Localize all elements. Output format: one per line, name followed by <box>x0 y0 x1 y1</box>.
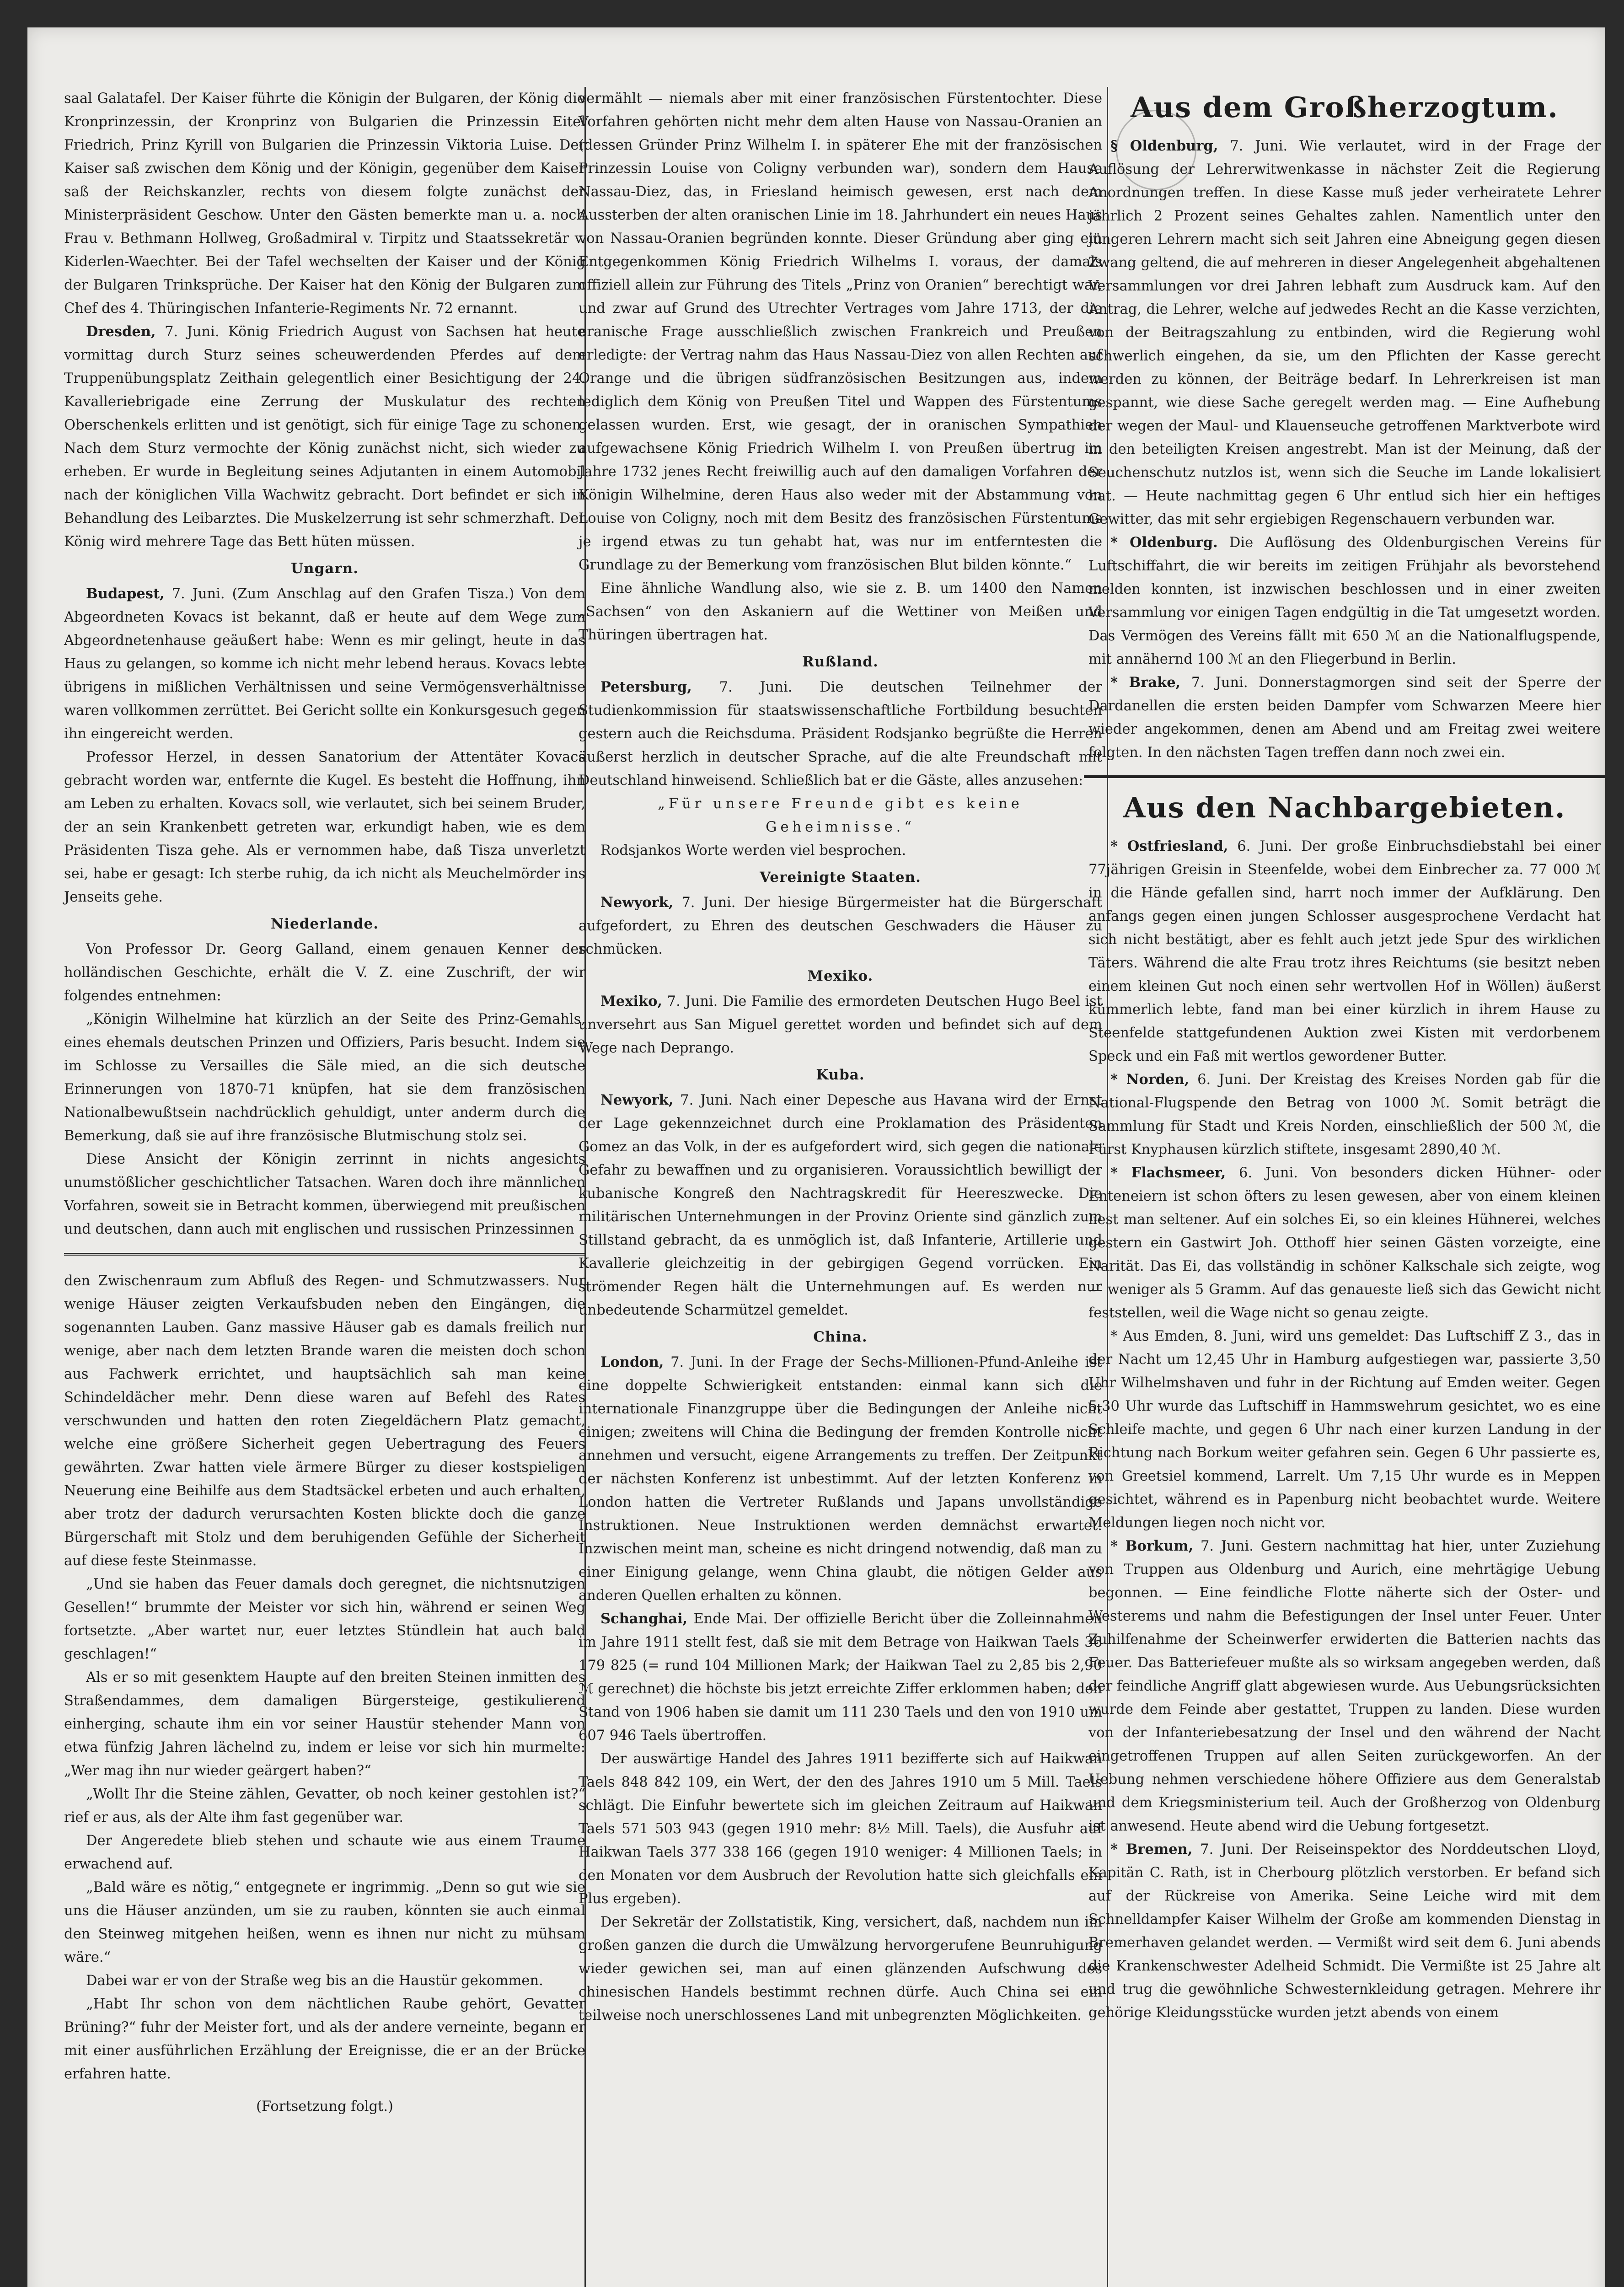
article-budapest <box>64 582 585 746</box>
article-galland-quote: „Königin Wilhelmine hat kürzlich an der Seite des Prinz-Gemahls, eines ehemals deutschen Prinzen und Offiziers, Paris besucht. Indem sie im Schlosse zu Versailles die Säle mied, an die sich deutsche Erinnerungen von 1870-71 knüpfen, hat sie dem französischen Nationalbewußtsein nachdrücklich gehuldigt, unter anderm durch die Bemerkung, daß sie auf ihre französische Blutmischung stolz sei. <box>64 1011 585 1144</box>
article-newyork-1 <box>579 891 1102 961</box>
feuilleton-paragraph: „Habt Ihr schon von dem nächtlichen Raube gehört, Gevatter Brüning?“ fuhr der Meister fort, und als der andere verneinte, begann er mit einer ausführlichen Erzählung der Ereignisse, die er an der Brücke erfahren hatte. <box>64 1996 585 2082</box>
dateline-london: London, <box>600 1354 664 1370</box>
article-emden: * Aus Emden, 8. Juni, wird uns gemeldet: Das Luftschiff Z 3., das in der Nacht um 12,45 Uhr in Hamburg aufgestiegen war, passierte 3,50 Uhr Wilhelmshaven und fuhr in der Richtung auf Emden weiter. Gegen 5,30 Uhr wurde das Luftschiff in Hammswehrum gesichtet, wo es eine Schleife machte, und gegen 6 Uhr nach einer kurzen Landung in der Richtung nach Borkum weiter gefahren sein. Gegen 6 Uhr passierte es, von Greetsiel kommend, Larrelt. Um 7,15 Uhr wurde es in Meppen gesichtet, während es in Papenburg nicht beobachtet wurde. Weitere Meldungen liegen noch nicht vor. <box>1088 1328 1601 1531</box>
article-oldenburg-1 <box>1088 134 1601 531</box>
article-galland-intro: Von Professor Dr. Georg Galland, einem genauen Kenner der holländischen Geschichte, erhält die V. Z. eine Zuschrift, der wir folgendes entnehmen: <box>64 941 585 1004</box>
article-flachsmeer <box>1088 1161 1601 1325</box>
article-bulgaria-visit: saal Galatafel. Der Kaiser führte die Königin der Bulgaren, der König die Kronprinzessin, der Kronprinz von Bulgarien die Prinzessin Eitel Friedrich, Prinz Kyrill von Bulgarien die Prinzessin Viktoria Luise. Der Kaiser saß zwischen dem König und der Königin, gegenüber dem Kaiser saß der Reichskanzler, rechts von diesem folgte zunächst der Ministerpräsident Geschow. Unter den Gästen bemerkte man u. a. noch Frau v. Bethmann Hollweg, Großadmiral v. Tirpitz und Staatssekretär v. Kiderlen-Waechter. Bei der Tafel wechselten der Kaiser und der König der Bulgaren Trinksprüche. Der Kaiser hat den König der Bulgaren zum Chef des 4. Thüringischen Infanterie-Regiments Nr. 72 ernannt. <box>64 91 585 317</box>
article-borkum <box>1088 1535 1601 1838</box>
text-newyork: 7. Juni. Der hiesige Bürgermeister hat die Bürgerschaft aufgefordert, zu Ehren des deutschen Geschwaders die Häuser zu schmücken. <box>579 895 1102 957</box>
dateline-newyork: Newyork, <box>600 1092 674 1108</box>
article-nassau: vermählt — niemals aber mit einer französischen Fürstentochter. Diese Vorfahren gehörten nicht mehr dem alten Hause von Nassau-Oranien an (dessen Gründer Prinz Wilhelm I. in späterer Ehe mit der französischen Prinzessin Louise von Coligny verbunden war), sondern dem Hause Nassau-Diez, das, in Friesland heimisch gewesen, erst nach dem Aussterben der alten oranischen Linie im 18. Jahrhundert ein neues Haus von Nassau-Oranien begründen konnte. Dieser Gründung aber ging ein Entgegenkommen König Friedrich Wilhelms I. voraus, der damals offiziell allein zur Führung des Titels „Prinz von Oranien“ berechtigt war, und zwar auf Grund des Utrechter Vertrages vom Jahre 1713, der die oranische Frage ausschließlich zwischen Frankreich und Preußen erledigte: der Vertrag nahm das Haus Nassau-Diez von allen Rechten auf Orange und die übrigen südfranzösischen Besitzungen aus, indem lediglich dem König von Preußen Titel und Wappen des Fürstentums gelassen wurden. Erst, wie gesagt, der in oranischen Sympathien aufgewachsene König Friedrich Wilhelm I. von Preußen übertrug im Jahre 1732 jenes Recht freiwillig auch auf den damaligen Vorfahren der Königin Wilhelmine, deren Haus also weder mit der Abstammung von Louise von Coligny, noch mit dem Besitz des französischen Fürstentums je irgend etwas zu tun gehabt hat, was nur im entferntesten die Grundlage zu der Bemerkung vom französischen Blut bilden könnte.“ <box>579 91 1102 573</box>
text-bremen: 7. Juni. Der Reiseinspektor des Norddeutschen Lloyd, Kapitän C. Rath, ist in Cherbourg plötzlich verstorben. Er befand sich auf der Rückreise von Amerika. Seine Leiche wird mit dem Schnelldampfer Kaiser Wilhelm der Große am kommenden Dienstag in Bremerhaven gelandet werden. — Vermißt wird seit dem 6. Juni abends die Krankenschwester Adelheid Schmidt. Die Vermißte ist 25 Jahre alt und trug die gewöhnliche Schwesternkleidung getragen. Mehrere ihr gehörige Kleidungsstücke wurden jetzt abends von einem <box>1088 1841 1601 2021</box>
feuilleton-paragraph: den Zwischenraum zum Abfluß des Regen- und Schmutzwassers. Nur wenige Häuser zeigten Verkaufsbuden neben den Eingängen, die sogenannten Lauben. Ganz massive Häuser gab es damals freilich nur wenige, aber nach dem letzten Brande waren die meisten doch schon aus Fachwerk errichtet, und hauptsächlich sah man keine Schindeldächer mehr. Denn diese waren auf Befehl des Rates verschwunden und hatten den roten Ziegeldächern Platz gemacht, welche eine größere Sicherheit gegen Uebertragung des Feuers gewährten. Zwar hatten viele ärmere Bürger zu dieser kostspieligen Neuerung eine Beihilfe aus dem Stadtsäckel erbeten und auch erhalten, aber trotz der dadurch verursachten Kosten blickte doch die ganze Bürgerschaft mit Stolz und dem beruhigenden Gefühle der Sicherheit auf diese feste Steinmasse. <box>64 1273 585 1569</box>
dateline-budapest: Budapest, <box>86 585 165 602</box>
quote-line: Geheimnisse.“ <box>766 819 915 835</box>
dateline-norden: * Norden, <box>1110 1071 1190 1088</box>
dateline-schanghai: Schanghai, <box>600 1611 688 1627</box>
text-oldenburg: 7. Juni. Wie verlautet, wird in der Frage der Auflösung der Lehrerwitwenkasse in nächster Zeit die Regierung Anordnungen treffen. In diese Kasse muß jeder verheiratete Lehrer jährlich 2 Prozent seines Gehaltes zahlen. Namentlich unter den jüngeren Lehrern macht sich seit Jahren eine Abneigung gegen diesen Zwang geltend, die auf mehreren in dieser Angelegenheit abgehaltenen Versammlungen vor drei Jahren lebhaft zum Ausdruck kam. Auf den Antrag, die Lehrer, welche auf jedwedes Recht an die Kasse verzichten, von der Beitragszahlung zu entbinden, wird die Regierung wohl schwerlich eingehen, da sie, um den Pflichten der Kasse gerecht werden zu können, der Beiträge bedarf. In Lehrerkreisen ist man gespannt, wie diese Sache geregelt werden mag. — Eine Aufhebung der wegen der Maul- und Klauenseuche getroffenen Marktverbote wird in den beteiligten Kreisen angestrebt. Man ist der Meinung, daß der Seuchenschutz nutzlos ist, wenn sich die Seuche im Lande lokalisiert hat. — Heute nachmittag gegen 6 Uhr entlud sich hier ein heftiges Gewitter, das mit sehr ergiebigen Regenschauern verbunden war. <box>1088 138 1601 527</box>
quote-line: „Für unsere Freunde gibt es keine <box>658 796 1023 812</box>
heading-vereinigte-staaten: Vereinigte Staaten. <box>760 869 921 886</box>
section-heading-nachbargebiete: Aus den Nachbargebieten. <box>1123 791 1566 824</box>
text-mexiko: 7. Juni. Die Familie des ermordeten Deutschen Hugo Beel ist unversehrt aus San Miguel gerettet worden und befindet sich auf dem Wege nach Deprango. <box>579 993 1102 1056</box>
dateline-brake: * Brake, <box>1110 674 1181 691</box>
dateline-flachsmeer: * Flachsmeer, <box>1110 1165 1226 1181</box>
heading-niederlande: Niederlande. <box>270 916 379 932</box>
dateline-dresden: Dresden, <box>86 323 156 340</box>
article-oldenburg-2 <box>1088 531 1601 671</box>
article-dresden <box>64 320 585 553</box>
column-3 <box>1088 87 1601 2024</box>
article-schanghai <box>579 1607 1102 1747</box>
article-rodsjanko: Rodsjankos Worte werden viel besprochen. <box>600 843 906 859</box>
text-london: 7. Juni. In der Frage der Sechs-Millionen-Pfund-Anleihe ist eine doppelte Schwierigkeit entstanden: einmal kann sich die internationale Finanzgruppe über die Bedingungen der Anleihe nicht einigen; zweitens will China die Bedingung der fremden Kontrolle nicht annehmen und versucht, eigene Arrangements zu treffen. Der Zeitpunkt der nächsten Konferenz ist unbestimmt. Auf der letzten Konferenz in London hatten die Vertreter Rußlands und Japans unvollständige Instruktionen. Neue Instruktionen werden demnächst erwartet. Inzwischen meint man, scheine es nicht dringend notwendig, daß man zu einer Einigung gelange, wenn China glaubt, die nötigen Gelder aus anderen Quellen erhalten zu können. <box>579 1354 1102 1604</box>
article-petersburg <box>579 676 1102 792</box>
article-galland-body: Diese Ansicht der Königin zerrinnt in nichts angesichts unumstößlicher geschichtlicher Tatsachen. Waren doch ihre männlichen Vorfahren, soweit sie in Betracht kommen, überwiegend mit preußischen und deutschen, dann auch mit englischen und russischen Prinzessinnen <box>64 1151 585 1237</box>
section-heading-grossherzogtum: Aus dem Großherzogtum. <box>1131 91 1559 124</box>
continuation-note: (Fortsetzung folgt.) <box>256 2099 393 2115</box>
feuilleton-paragraph: „Wollt Ihr die Steine zählen, Gevatter, ob noch keiner gestohlen ist?“ rief er aus, als der Alte ihm fast gegenüber war. <box>64 1786 585 1825</box>
feuilleton-divider <box>64 1253 585 1256</box>
feuilleton-paragraph: Der Angeredete blieb stehen und schaute wie aus einem Traume erwachend auf. <box>64 1833 585 1872</box>
heading-kuba: Kuba. <box>816 1067 865 1083</box>
heading-mexiko: Mexiko. <box>807 968 874 984</box>
dateline-borkum: * Borkum, <box>1110 1538 1194 1554</box>
text-flachsmeer: 6. Juni. Von besonders dicken Hühner- oder Enteneiern ist schon öfters zu lesen gewesen, aber von einem kleinen liest man seltener. Auf ein solches Ei, so ein kleines Hühnerei, welches gestern ein Gastwirt Joh. Otthoff hier seinen Gästen vorzeigte, eine Narität. Das Ei, das vollständig in schöner Kalkschale sich zeigte, wog — weniger als 5 Gramm. Auf das genaueste ließ sich das Gewicht nicht feststellen, weil die Wage nicht so genau zeigte. <box>1088 1165 1601 1321</box>
text-dresden: 7. Juni. König Friedrich August von Sachsen hat heute vormittag durch Sturz seines scheuwerdenden Pferdes auf dem Truppenübungsplatz Zeithain gelegentlich einer Besichtigung der 24. Kavalleriebrigade eine Zerrung der Muskulatur des rechten Oberschenkels erlitten und ist genötigt, sich für einige Tage zu schonen. Nach dem Sturz vermochte der König zunächst nicht, sich wieder zu erheben. Er wurde in Begleitung seines Adjutanten in einem Automobil nach der königlichen Villa Wachwitz gebracht. Dort befindet er sich in Behandlung des Leibarztes. Die Muskelzerrung ist sehr schmerzhaft. Der König wird mehrere Tage das Bett hüten müssen. <box>64 324 585 550</box>
text-brake: 7. Juni. Donnerstagmorgen sind seit der Sperre der Dardanellen die ersten beiden Dampfer vom Schwarzen Meere hier wieder angekommen, denen am Abend und am Freitag zwei weitere folgten. In den nächsten Tagen treffen dann noch zwei ein. <box>1088 675 1601 761</box>
feuilleton-paragraph: Als er so mit gesenktem Haupte auf den breiten Steinen inmitten des Straßendammes, dem damaligen Bürgersteige, gestikulierend einherging, schaute ihm ein vor seiner Haustür stehender Mann von etwa fünfzig Jahren lächelnd zu, indem er leise vor sich hin murmelte: „Wer mag ihn nur wieder geärgert haben?“ <box>64 1670 585 1779</box>
heading-ungarn: Ungarn. <box>291 560 359 577</box>
heading-china: China. <box>813 1329 868 1345</box>
dateline-newyork: Newyork, <box>600 894 674 911</box>
text-budapest: 7. Juni. (Zum Anschlag auf den Grafen Tisza.) Von dem Abgeordneten Kovacs ist bekannt, daß er heute auf dem Wege zum Abgeordnetenhause geäußert habe: Wenn es mir gelingt, heute in das Haus zu gelangen, so komme ich nicht mehr lebend heraus. Kovacs lebte übrigens in mißlichen Verhältnissen und seine Vermögensverhältnisse waren vollkommen zerrüttet. Bei Gericht sollte ein Konkursgesuch gegen ihn eingereicht werden. <box>64 586 585 742</box>
dateline-bremen: * Bremen, <box>1110 1841 1193 1858</box>
article-zollstatistik: Der Sekretär der Zollstatistik, King, versichert, daß, nachdem nun im großen ganzen die durch die Umwälzung hervorgerufene Beunruhigung wieder gewichen sei, man auf einen glänzenden Aufschwung des chinesischen Handels bestimmt rechnen dürfe. Auch China sei ein teilweise noch unerschlossenes Land mit unbegrenzten Möglichkeiten. <box>579 1914 1102 2024</box>
heading-russland: Rußland. <box>802 654 879 670</box>
article-herzel: Professor Herzel, in dessen Sanatorium der Attentäter Kovacs gebracht worden war, entfernte die Kugel. Es besteht die Hoffnung, ihn am Leben zu erhalten. Kovacs soll, wie verlautet, sich bei seinem Bruder, der an sein Krankenbett getreten war, erkundigt haben, wie es dem Präsidenten Tisza gehe. Als er vernommen habe, daß Tisza unverletzt sei, habe er gesagt: Ich sterbe ruhig, da ich nicht als Meuchelmörder ins Jenseits gehe. <box>64 749 585 905</box>
dateline-ostfriesland: * Ostfriesland, <box>1110 838 1228 854</box>
article-newyork-2 <box>579 1089 1102 1322</box>
article-ostfriesland <box>1088 835 1601 1068</box>
text-norden: 6. Juni. Der Kreistag des Kreises Norden gab für die National-Flugspende den Betrag von 1000 ℳ. Somit beträgt die Sammlung für Stadt und Kreis Norden, einschließlich der 500 ℳ, die Fürst Knyphausen kürzlich stiftete, insgesamt 2890,40 ℳ. <box>1088 1072 1601 1158</box>
text-petersburg: 7. Juni. Die deutschen Teilnehmer der Studienkommission für staatswissenschaftliche Fortbildung besuchten gestern auch die Reichsduma. Präsident Rodsjanko begrüßte die Herren äußerst herzlich in deutscher Sprache, auf die alte Freundschaft mit Deutschland hinweisend. Schließlich bat er die Gäste, alles anzusehen: <box>579 679 1102 789</box>
text-luftschiffahrt: Die Auflösung des Oldenburgischen Vereins für Luftschiffahrt, die wir bereits im zeitigen Frühjahr als bevorstehend melden konnten, ist inzwischen beschlossen und in einer zweiten Versammlung vor einigen Tagen endgültig in die Tat umgesetzt worden. Das Vermögen des Vereins fällt mit 650 ℳ an die Nationalflugspende, mit annähernd 100 ℳ an den Fliegerbund in Berlin. <box>1088 535 1601 667</box>
article-bremen <box>1088 1838 1601 2024</box>
article-mexiko <box>579 990 1102 1060</box>
text-havana: 7. Juni. Nach einer Depesche aus Havana wird der Ernst der Lage gekennzeichnet durch eine Proklamation des Präsidenten Gomez an das Volk, in der es aufgefordert wird, sich gegen die nationale Gefahr zu bewaffnen und zu organisieren. Voraussichtlich bewilligt der kubanische Kongreß den Nachtragskredit für Heereszwecke. Die militärischen Unternehmungen in der Provinz Oriente sind gänzlich zum Stillstand gebracht, da es unmöglich ist, daß Infanterie, Artillerie und Kavallerie gleichzeitig in der gebirgigen Gegend vorrücken. Ein strömender Regen hält die Unternehmungen auf. Es werden nur unbedeutende Scharmützel gemeldet. <box>579 1092 1102 1318</box>
dateline-petersburg: Petersburg, <box>600 679 692 695</box>
dateline-oldenburg: * Oldenburg. <box>1110 534 1218 551</box>
dateline-mexiko: Mexiko, <box>600 993 663 1009</box>
column-2 <box>579 87 1102 2027</box>
article-norden <box>1088 1068 1601 1161</box>
article-brake <box>1088 671 1601 764</box>
text-schanghai: Ende Mai. Der offizielle Bericht über die Zolleinnahmen im Jahre 1911 stellt fest, daß sie mit dem Betrage von Haikwan Taels 36 179 825 (= rund 104 Millionen Mark; der Haikwan Tael zu 2,85 bis 2,90 ℳ gerechnet) die höchste bis jetzt erreichte Ziffer erklommen haben; den Stand von 1906 haben sie damit um 111 230 Taels und den von 1910 um 607 946 Taels übertroffen. <box>579 1611 1102 1744</box>
section-divider <box>1084 775 1605 778</box>
feuilleton-paragraph: „Und sie haben das Feuer damals doch geregnet, die nichtsnutzigen Gesellen!“ brummte der Meister vor sich hin, während er seinen Weg fortsetzte. „Aber wartet nur, euer letztes Stündlein hat auch bald geschlagen!“ <box>64 1576 585 1662</box>
feuilleton-paragraph: Dabei war er von der Straße weg bis an die Haustür gekommen. <box>86 1973 543 1989</box>
column-1 <box>64 87 585 2118</box>
text-ostfriesland: 6. Juni. Der große Einbruchsdiebstahl bei einer 77jährigen Greisin in Steenfelde, wobei dem Einbrecher za. 77 000 ℳ in die Hände gefallen sind, harrt noch immer der Aufklärung. Den anfangs gegen einen jungen Schlosser ausgesprochene Verdacht hat sich nicht bestätigt, aber es fehlt auch jetzt jede Spur des wirklichen Täters. Während die alte Frau trotz ihres Reichtums (sie besitzt neben einem kleinen Gut noch einen sehr wertvollen Hof in Wöllen) äußerst kümmerlich lebte, fand man bei einer kürzlich in ihrem Hause zu Steenfelde stattgefundenen Auktion zwei Kisten mit verdorbenem Speck und ein Faß mit wertlos gewordener Butter. <box>1088 838 1601 1064</box>
article-london <box>579 1351 1102 1607</box>
feuilleton-paragraph: „Bald wäre es nötig,“ entgegnete er ingrimmig. „Denn so gut wie sie uns die Häuser anzünden, um sie zu rauben, könnten sie auch einmal den Steinweg mitgehen heißen, wenn es ihnen nur nicht zu mühsam wäre.“ <box>64 1879 585 1965</box>
article-handel: Der auswärtige Handel des Jahres 1911 bezifferte sich auf Haikwan Taels 848 842 109, ein Wert, der den des Jahres 1910 um 5 Mill. Taels schlägt. Die Einfuhr bewertete sich im gleichen Zeitraum auf Haikwan Taels 571 503 943 (gegen 1910 mehr: 8½ Mill. Taels), die Ausfuhr auf Haikwan Taels 377 338 166 (gegen 1910 weniger: 4 Millionen Taels; in den Monaten vor dem Ausbruch der Revolution hatte sich gleichfalls ein Plus ergeben). <box>579 1751 1102 1907</box>
article-wandlung: Eine ähnliche Wandlung also, wie sie z. B. um 1400 den Namen „Sachsen“ von den Askaniern auf die Wettiner von Meißen und Thüringen übertragen hat. <box>579 580 1102 643</box>
text-borkum: 7. Juni. Gestern nachmittag hat hier, unter Zuziehung von Truppen aus Oldenburg und Aurich, eine mehrtägige Uebung begonnen. — Eine feindliche Flotte näherte sich der Oster- und Westerems und nahm die Befestigungen der Insel unter Feuer. Unter Zuhilfenahme der Scheinwerfer erwiderten die Batterien nachts das Feuer. Das Batteriefeuer mußte als so wirksam angegeben werden, daß der feindliche Angriff glatt abgewiesen wurde. Aus Uebungsrücksichten wurde dem Feinde aber gestattet, Truppen zu landen. Diese wurden von der Infanteriebesatzung der Insel und den während der Nacht eingetroffenen Truppen auf allen Seiten zurückgeworfen. An der Uebung nehmen verschiedene höhere Offiziere aus dem Generalstab und dem Kriegsministerium teil. Auch der Großherzog von Oldenburg ist anwesend. Heute abend wird die Uebung fortgesetzt. <box>1088 1538 1601 1834</box>
dateline-oldenburg: § Oldenburg, <box>1110 138 1218 154</box>
